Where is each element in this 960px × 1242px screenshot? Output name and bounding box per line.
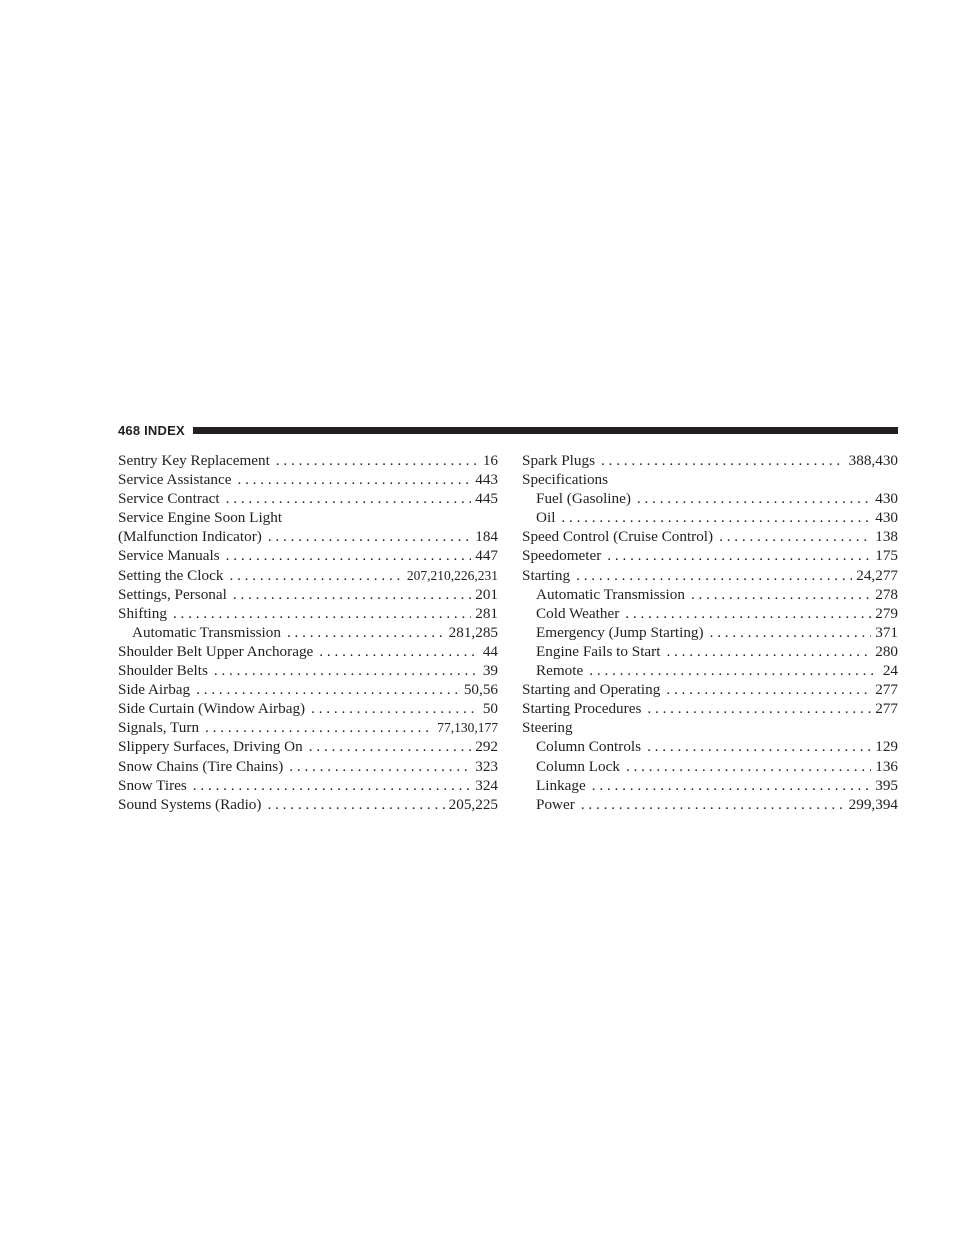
index-entry (118, 470, 498, 489)
index-entry-page: 443 (475, 471, 498, 489)
index-entry (522, 699, 898, 718)
index-entry (522, 566, 898, 585)
index-entry (118, 623, 498, 642)
index-entry (118, 451, 498, 470)
index-entry (522, 489, 898, 508)
dot-leader (601, 451, 845, 470)
index-entry-label: Signals, Turn (118, 719, 200, 737)
index-entry-label: Fuel (Gasoline) (536, 490, 631, 508)
index-entry (118, 566, 498, 585)
dot-leader (647, 699, 871, 718)
index-entry-label: Side Airbag (118, 681, 191, 699)
index-entry (522, 527, 898, 546)
index-entry-page: 207,210,226,231 (406, 567, 498, 583)
section-title: INDEX (144, 422, 185, 438)
dot-leader (626, 757, 871, 776)
index-entry-label: Steering (522, 719, 573, 737)
index-entry-page: 371 (875, 623, 898, 641)
index-entry-page: 129 (875, 738, 898, 756)
index-entry-page: 324 (475, 776, 498, 794)
page-header (118, 419, 898, 441)
index-entry-label: Speed Control (Cruise Control) (522, 528, 714, 546)
dot-leader (647, 737, 871, 756)
index-entry-label: Oil (536, 509, 556, 527)
index-entry-page: 323 (475, 757, 498, 775)
dot-leader (666, 642, 871, 661)
index-entry-label: Service Contract (118, 490, 220, 508)
index-entry-label: Service Engine Soon Light (118, 509, 283, 527)
index-entry-page: 201 (475, 585, 498, 603)
index-entry-page: 445 (475, 490, 498, 508)
index-entry-page: 39 (482, 662, 498, 680)
index-entry-label: Side Curtain (Window Airbag) (118, 700, 306, 718)
dot-leader (173, 604, 471, 623)
dot-leader (233, 585, 471, 604)
dot-leader (267, 795, 444, 814)
index-entry-label: Starting (522, 566, 571, 584)
index-entry (118, 795, 498, 814)
index-entry-page: 50,56 (463, 681, 498, 699)
index-entry-page: 280 (875, 642, 898, 660)
index-entry-label: Starting Procedures (522, 700, 642, 718)
index-entry-page: 277 (875, 700, 898, 718)
dot-leader (229, 566, 402, 585)
index-entry-label: Sound Systems (Radio) (118, 795, 262, 813)
index-entry-label: Slippery Surfaces, Driving On (118, 738, 303, 756)
index-entry (118, 737, 498, 756)
dot-leader (309, 737, 471, 756)
index-entry-page: 388,430 (848, 452, 898, 469)
dot-leader (196, 680, 460, 699)
index-entry (118, 508, 498, 527)
page-header-text (118, 423, 185, 438)
index-entry-label: Service Assistance (118, 471, 232, 489)
dot-leader (592, 776, 871, 795)
dot-leader (637, 489, 871, 508)
index-entry-page: 281 (475, 604, 498, 622)
index-entry-label: Snow Chains (Tire Chains) (118, 757, 284, 775)
index-entry-label: Automatic Transmission (536, 585, 685, 603)
dot-leader (226, 546, 472, 565)
index-entry-label: Service Manuals (118, 547, 220, 565)
index-entry-label: Shifting (118, 604, 167, 622)
header-rule (193, 427, 898, 434)
dot-leader (289, 757, 471, 776)
index-entry-page: 16 (482, 452, 498, 469)
index-column-right (522, 451, 898, 814)
index-entry-page: 395 (875, 776, 898, 794)
index-entry-page: 24 (882, 662, 898, 680)
dot-leader (561, 508, 871, 527)
index-entry (522, 795, 898, 814)
dot-leader (719, 527, 871, 546)
dot-leader (226, 489, 472, 508)
index-entry-label: Engine Fails to Start (536, 642, 661, 660)
index-entry (118, 680, 498, 699)
dot-leader (710, 623, 872, 642)
index-entry-label: Automatic Transmission (132, 623, 281, 641)
index-entry-label: Shoulder Belts (118, 662, 208, 680)
index-entry-page: 205,225 (448, 795, 498, 813)
index-entry-page: 281,285 (448, 623, 498, 641)
dot-leader (276, 451, 479, 470)
index-entry (118, 757, 498, 776)
index-entry-label: Linkage (536, 776, 586, 794)
page-number: 468 (118, 422, 141, 438)
dot-leader (319, 642, 479, 661)
index-entry-label: Spark Plugs (522, 452, 595, 469)
index-entry-page: 136 (875, 757, 898, 775)
index-entry-page: 77,130,177 (437, 720, 498, 736)
dot-leader (237, 470, 471, 489)
index-entry-label: Cold Weather (536, 604, 620, 622)
index-entry (522, 508, 898, 527)
index-entry-page: 430 (875, 490, 898, 508)
dot-leader (666, 680, 871, 699)
index-entry (522, 680, 898, 699)
index-entry-page: 175 (875, 547, 898, 565)
dot-leader (625, 604, 871, 623)
index-entry-label: Column Controls (536, 738, 642, 756)
index-entry (522, 757, 898, 776)
dot-leader (268, 527, 471, 546)
index-entry (522, 585, 898, 604)
index-entry-label: Sentry Key Replacement (118, 452, 270, 469)
index-entry-page: 184 (475, 528, 498, 546)
index-entry (522, 451, 898, 470)
index-entry (522, 661, 898, 680)
index-entry (522, 737, 898, 756)
index-entry-label: Setting the Clock (118, 566, 224, 584)
index-entry-page: 44 (482, 642, 498, 660)
index-entry-page: 50 (482, 700, 498, 718)
index-entry (118, 776, 498, 795)
index-entry (118, 546, 498, 565)
index-entry-label: Power (536, 795, 575, 813)
index-entry-page: 138 (875, 528, 898, 546)
index-entry (522, 546, 898, 565)
index-entry-page: 278 (875, 585, 898, 603)
index-entry-page: 430 (875, 509, 898, 527)
dot-leader (691, 585, 871, 604)
dot-leader (287, 623, 445, 642)
index-entry (118, 642, 498, 661)
index-entry-label: Specifications (522, 471, 609, 489)
index-entry-page: 447 (475, 547, 498, 565)
index-entry (118, 585, 498, 604)
index-entry-label: Emergency (Jump Starting) (536, 623, 704, 641)
index-entry-label: Shoulder Belt Upper Anchorage (118, 642, 314, 660)
dot-leader (576, 566, 852, 585)
index-entry-label: Remote (536, 662, 584, 680)
index-entry-page: 279 (875, 604, 898, 622)
index-entry (118, 718, 498, 737)
index-entry-label: (Malfunction Indicator) (118, 528, 262, 546)
index-entry-page: 299,394 (848, 795, 898, 813)
index-entry (522, 718, 898, 737)
dot-leader (581, 795, 845, 814)
index-entry (118, 661, 498, 680)
dot-leader (589, 661, 879, 680)
index-entry (522, 470, 898, 489)
index-entry-page: 292 (475, 738, 498, 756)
index-entry-page: 24,277 (856, 566, 898, 584)
index-entry (522, 642, 898, 661)
index-entry (522, 776, 898, 795)
index-entry (118, 604, 498, 623)
index-entry (522, 604, 898, 623)
index-entry (118, 489, 498, 508)
index-entry-label: Column Lock (536, 757, 620, 775)
index-entry (522, 623, 898, 642)
index-entry-label: Speedometer (522, 547, 602, 565)
dot-leader (214, 661, 479, 680)
dot-leader (193, 776, 471, 795)
index-entry-label: Settings, Personal (118, 585, 227, 603)
index-column-left (118, 451, 498, 814)
index-entry (118, 527, 498, 546)
dot-leader (607, 546, 871, 565)
dot-leader (205, 718, 433, 737)
index-entry-label: Snow Tires (118, 776, 187, 794)
index-entry (118, 699, 498, 718)
index-entry-page: 277 (875, 681, 898, 699)
index-entry-label: Starting and Operating (522, 681, 661, 699)
dot-leader (311, 699, 479, 718)
